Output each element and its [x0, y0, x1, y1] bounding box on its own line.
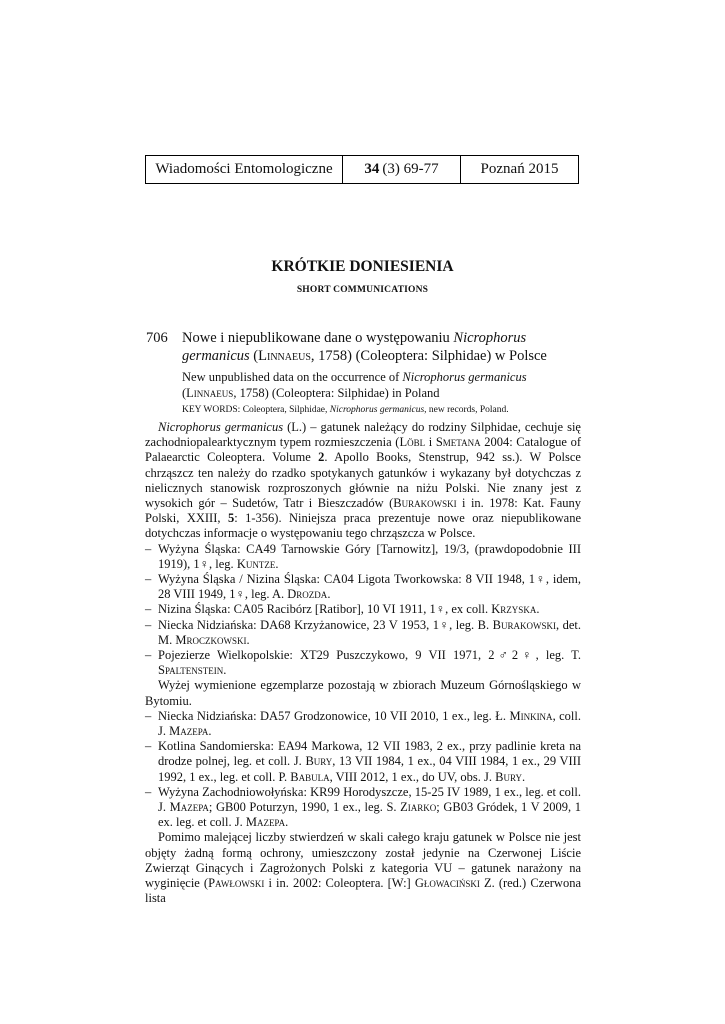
collector-name: Mazepa [245, 815, 286, 830]
list-item [145, 648, 581, 678]
collector-name: Mazepa [169, 724, 209, 739]
title-text: ( [182, 385, 187, 400]
collector-name: Mroczkowski [175, 632, 247, 647]
author-name: Smetana [435, 435, 481, 450]
title-text: , 1758) (Coleoptera: Silphidae) in Poland [233, 385, 440, 400]
keywords-text: KEY WORDS: Coleoptera, Silphidae, [182, 405, 330, 415]
volume-number: 5 [227, 511, 235, 526]
author-name: Löbl [399, 435, 426, 450]
list-item [145, 602, 581, 617]
record-text: Wyżyna Zachodniowołyńska: KR99 Horodyszcze, 15-25 IV 1989, 1 ex., leg. et coll. J. [158, 784, 581, 815]
record-text: . [327, 587, 331, 602]
volume-number: 34 [364, 161, 380, 177]
text: 2004: Catalogue of Palaearctic Coleoptera. Volume [145, 435, 581, 465]
list-item [145, 785, 581, 831]
title-text: New unpublished data on the occurrence of [182, 370, 403, 384]
record-text: ; GB00 Poturzyn, 1990, 1 ex., leg. S. [208, 800, 401, 815]
keywords-text: , new records, Poland. [424, 405, 509, 415]
list-item [145, 572, 581, 602]
record-text: , det. M. [158, 617, 581, 647]
record-text: . [208, 724, 212, 739]
records-list-museum [145, 542, 581, 679]
text: . Apollo Books, Stenstrup, 942 ss.). W Polsce chrząszcz ten należy do rzadko spotykanych gatunków i wykazany był dotychczas z nielicznych stanowisk rozproszonych głównie na niżu Polski. Nie znany jest z wysokich gór – Sudetów, Tatr i Bieszczadów ( [145, 450, 581, 511]
museum-note: Wyżej wymienione egzemplarze pozostają w zbiorach Muzeum Górnośląskiego w Bytomiu. [145, 678, 581, 708]
collector-name: Burakowski [492, 617, 556, 632]
collector-name: Spaltenstein [158, 663, 224, 678]
collector-name: Ziarko [400, 800, 437, 815]
text: (L.) – gatunek należący do rodziny Silphidae, cechuje się zachodniopalearktycznym typem rozmieszczenia ( [145, 420, 581, 450]
record-text: Niecka Nidziańska: DA57 Grodzonowice, 10 VII 2010, 1 ex., leg. Ł. [158, 708, 510, 723]
article-title-english [182, 370, 580, 401]
volume-info [343, 156, 461, 183]
list-item [145, 542, 581, 572]
list-item [145, 739, 581, 785]
record-text: . [521, 769, 526, 784]
text: i [425, 435, 436, 450]
records-list-private [145, 709, 581, 831]
text: Pomimo malejącej liczby stwierdzeń w skali całego kraju gatunek w Polsce nie jest objęty żadną formą ochrony, umieszczony został jedynie na Czerwonej Liście Zwierząt Ginących i Zagrożonych Polski z kategoria VU – gatunek narażony na wyginięcie ( [145, 830, 581, 891]
collector-name: Mazepa [169, 800, 209, 815]
author-name: Linnaeus [258, 347, 311, 364]
collector-name: Minkina [509, 708, 553, 723]
record-text: , VIII 2012, 1 ex., do UV, obs. J. [329, 769, 496, 784]
record-text: . [223, 663, 227, 678]
title-text: Nowe i niepublikowane dane o występowaniu [182, 330, 454, 346]
journal-name: Wiadomości Entomologiczne [146, 156, 343, 183]
author-name: Głowaciński [414, 876, 480, 891]
record-text: . [246, 632, 250, 647]
collector-name: Krzyska [491, 602, 537, 617]
author-name: Burakowski [393, 496, 457, 511]
text: i in. 1978: Kat. Fauny Polski, XXIII, [145, 496, 581, 526]
section-subtitle: SHORT COMMUNICATIONS [296, 285, 429, 295]
intro-paragraph [145, 420, 581, 542]
keywords [182, 404, 580, 416]
collector-name: Bury [495, 769, 522, 784]
section-title: KRÓTKIE DONIESIENIA [271, 258, 454, 275]
issue-pages: (3) 69-77 [382, 161, 439, 177]
text: Z. (red.) Czerwona lista [145, 876, 581, 906]
title-text: ( [249, 347, 259, 364]
collector-name: Babula [290, 769, 330, 784]
article-title-polish [182, 330, 580, 365]
journal-header [145, 155, 579, 184]
place-year: Poznań 2015 [480, 161, 559, 177]
record-text: Niecka Nidziańska: DA68 Krzyżanowice, 23 V 1953, 1♀, leg. B. [158, 617, 493, 632]
species-name: Nicrophorus germanicus [402, 370, 527, 384]
species-name: Nicrophorus germanicus [182, 330, 527, 364]
closing-paragraph [145, 830, 581, 906]
record-text: , coll. J. [158, 708, 581, 739]
author-name: Linnaeus [186, 385, 234, 400]
record-text: Wyżyna Śląska / Nizina Śląska: CA04 Ligota Tworkowska: 8 VII 1948, 1♀, idem, 28 VIII 1949, 1♀, leg. A. [158, 572, 581, 602]
collector-name: Kuntze [236, 556, 276, 571]
title-text: , 1758) (Coleoptera: Silphidae) w Polsce [310, 347, 547, 364]
record-text: Wyżyna Śląska: CA49 Tarnowskie Góry [Tarnowitz], 19/3, (prawdopodobnie III 1919), 1♀, leg. [158, 541, 581, 571]
species-name: Nicrophorus germanicus [329, 405, 425, 415]
list-item [145, 618, 581, 648]
collector-name: Drozda [287, 587, 328, 602]
article-body [145, 420, 581, 907]
record-text: Nizina Śląska: CA05 Racibórz [Ratibor], 10 VI 1911, 1♀, ex coll. [158, 602, 492, 617]
author-name: Pawłowski [208, 876, 265, 891]
species-name: Nicrophorus germanicus [158, 420, 284, 434]
record-text: . [275, 556, 279, 571]
record-text: . [536, 602, 540, 617]
record-text: . [285, 815, 289, 830]
text: : 1-356). Niniejsza praca prezentuje nowe oraz niepublikowane dotychczas informacje o występowaniu tego chrząszcza w Polsce. [145, 511, 581, 541]
text: i in. 2002: Coleoptera. [W:] [264, 876, 415, 891]
record-text: ; GB03 Gródek, 1 V 2009, 1 ex. leg. et coll. J. [158, 800, 581, 830]
record-text: Pojezierze Wielkopolskie: XT29 Puszczykowo, 9 VII 1971, 2♂2♀, leg. T. [158, 648, 581, 663]
list-item [145, 709, 581, 739]
volume-number: 2 [318, 450, 325, 465]
record-text: , 13 VII 1984, 1 ex., 04 VIII 1984, 1 ex., 29 VIII 1992, 1 ex., leg. et coll. P. [158, 754, 581, 784]
record-text: Kotlina Sandomierska: EA94 Markowa, 12 VII 1983, 2 ex., przy padlinie kreta na drodze polnej, leg. et coll. J. [158, 739, 581, 769]
collector-name: Bury [305, 754, 333, 769]
article-number: 706 [146, 330, 168, 346]
